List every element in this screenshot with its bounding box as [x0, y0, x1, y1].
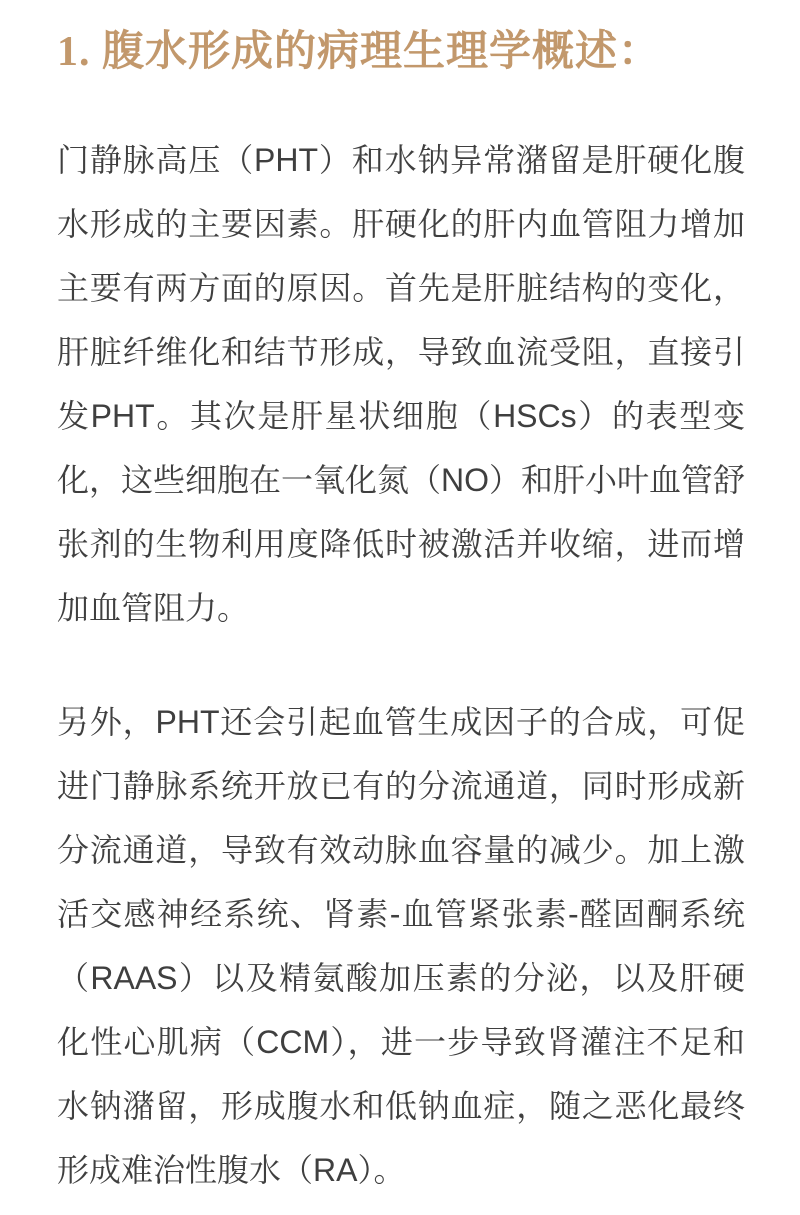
article-body — [57, 128, 745, 1202]
paragraph-pathophysiology-2: 另外，PHT还会引起血管生成因子的合成，可促进门静脉系统开放已有的分流通道，同时形成新分流通道，导致有效动脉血容量的减少。加上激活交感神经系统、肾素-血管紧张素-醛固酮系统（RAAS）以及精氨酸加压素的分泌，以及肝硬化性心肌病（CCM），进一步导致肾灌注不足和水钠潴留，形成腹水和低钠血症，随之恶化最终形成难治性腹水（RA）。 — [57, 704, 745, 1188]
paragraph-pathophysiology-1: 门静脉高压（PHT）和水钠异常潴留是肝硬化腹水形成的主要因素。肝硬化的肝内血管阻力增加主要有两方面的原因。首先是肝脏结构的变化，肝脏纤维化和结节形成，导致血流受阻，直接引发PHT。其次是肝星状细胞（HSCs）的表型变化，这些细胞在一氧化氮（NO）和肝小叶血管舒张剂的生物利用度降低时被激活并收缩，进而增加血管阻力。 — [57, 142, 746, 626]
section-title: 1. 腹水形成的病理生理学概述： — [57, 29, 662, 75]
